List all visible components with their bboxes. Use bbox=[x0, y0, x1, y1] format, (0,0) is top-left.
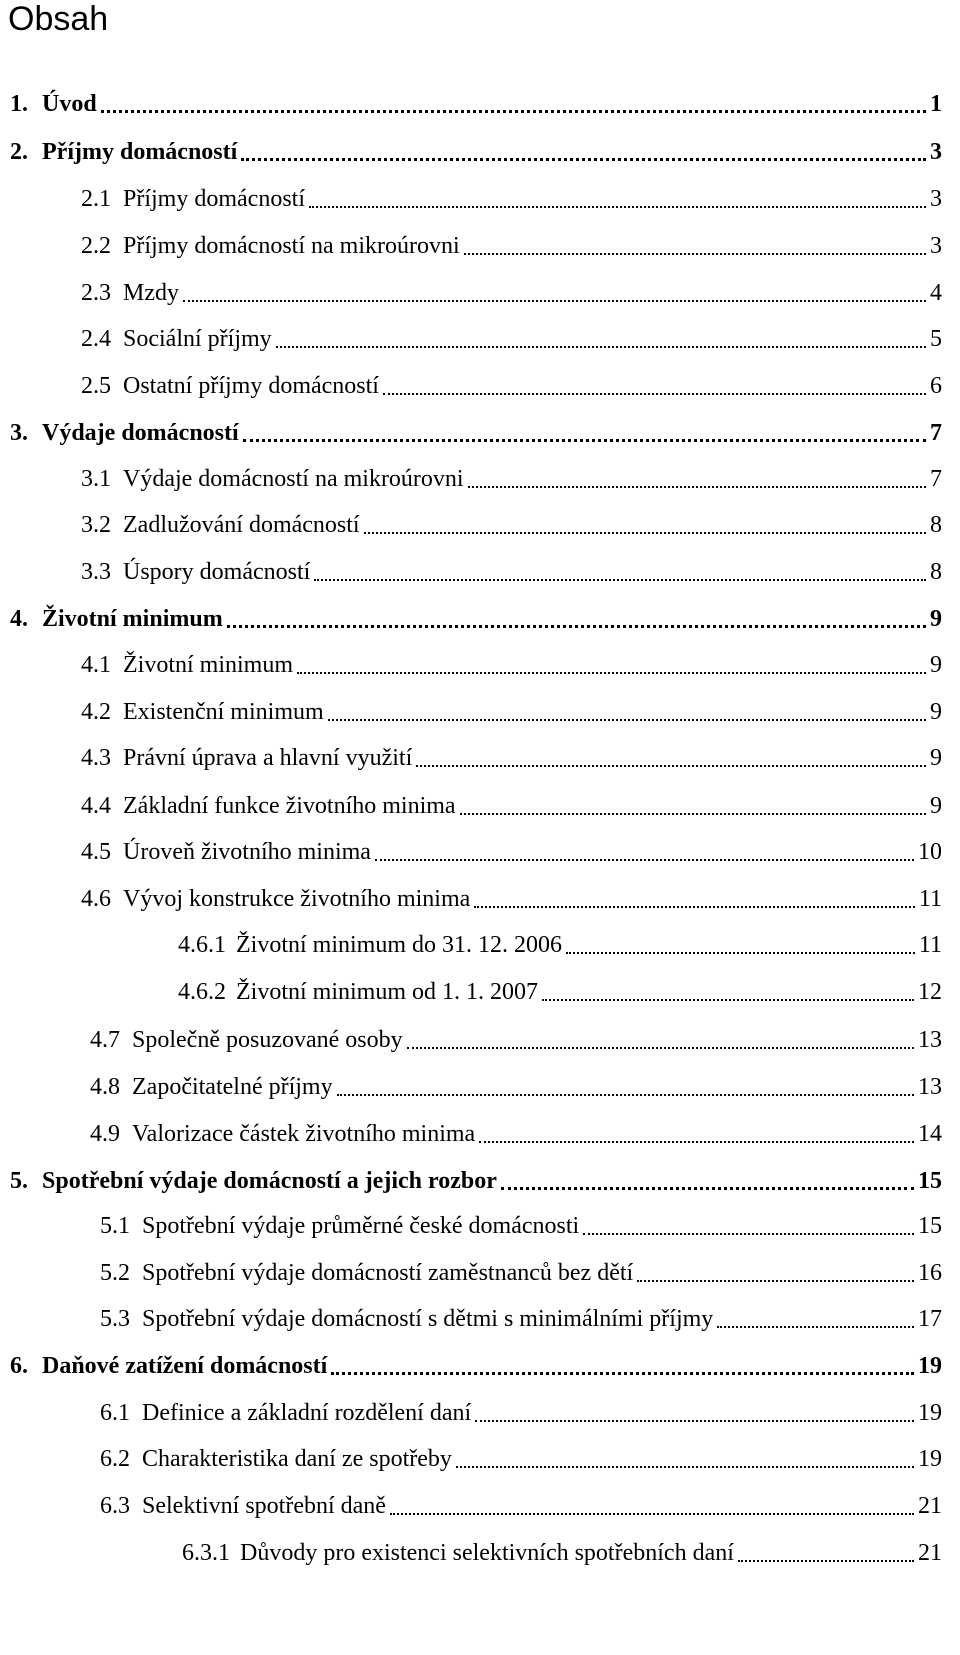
toc-entry-title: Započitatelné příjmy bbox=[132, 1074, 333, 1100]
toc-entry-title: Sociální příjmy bbox=[123, 326, 272, 352]
dot-leader bbox=[717, 1326, 914, 1328]
toc-entry-number: 4.9 bbox=[90, 1121, 120, 1147]
toc-entry[interactable] bbox=[81, 230, 942, 260]
dot-leader bbox=[241, 158, 926, 161]
toc-entry[interactable] bbox=[90, 1071, 942, 1101]
dot-leader bbox=[337, 1094, 914, 1096]
toc-entry-number: 2. bbox=[10, 139, 28, 165]
toc-entry[interactable] bbox=[10, 136, 942, 166]
toc-entry-page-number: 10 bbox=[918, 839, 942, 865]
toc-entry-page-number: 15 bbox=[918, 1168, 942, 1194]
toc-entry-title: Výdaje domácností na mikroúrovni bbox=[123, 466, 464, 492]
toc-entry-title: Spotřební výdaje domácností s dětmi s minimálními příjmy bbox=[142, 1306, 714, 1332]
toc-entry-number: 2.3 bbox=[81, 280, 111, 306]
toc-entry-title: Valorizace částek životního minima bbox=[132, 1121, 476, 1147]
toc-entry-title: Existenční minimum bbox=[123, 699, 324, 725]
toc-entry-number: 4.6 bbox=[81, 886, 111, 912]
toc-entry-title: Důvody pro existenci selektivních spotřebních daní bbox=[240, 1540, 734, 1566]
dot-leader bbox=[243, 439, 926, 442]
toc-entry-page-number: 21 bbox=[918, 1493, 942, 1519]
toc-entry-title: Úroveň životního minima bbox=[123, 839, 371, 865]
toc-entry-page-number: 9 bbox=[930, 793, 942, 819]
toc-entry-number: 4.4 bbox=[81, 793, 111, 819]
toc-entry[interactable] bbox=[10, 1165, 942, 1195]
dot-leader bbox=[227, 625, 926, 628]
toc-entry[interactable] bbox=[90, 1024, 942, 1054]
toc-entry[interactable] bbox=[81, 323, 942, 353]
toc-entry-number: 6.2 bbox=[100, 1446, 130, 1472]
toc-entry-title: Životní minimum od 1. 1. 2007 bbox=[236, 979, 539, 1005]
toc-entry-number: 3.3 bbox=[81, 559, 111, 585]
toc-entry-title: Příjmy domácností bbox=[123, 186, 305, 212]
dot-leader bbox=[460, 813, 926, 815]
toc-entry-title: Výdaje domácností bbox=[42, 420, 239, 446]
toc-entry-page-number: 9 bbox=[930, 606, 942, 632]
toc-entry-number: 3. bbox=[10, 420, 28, 446]
toc-entry-title: Životní minimum do 31. 12. 2006 bbox=[236, 932, 563, 958]
toc-entry-number: 5.3 bbox=[100, 1306, 130, 1332]
toc-entry-page-number: 13 bbox=[918, 1027, 942, 1053]
toc-entry-title: Mzdy bbox=[123, 280, 179, 306]
toc-entry-number: 2.1 bbox=[81, 186, 111, 212]
toc-entry-page-number: 1 bbox=[930, 91, 942, 117]
toc-entry-number: 4.8 bbox=[90, 1074, 120, 1100]
toc-entry-number: 4.1 bbox=[81, 652, 111, 678]
toc-entry-title: Společně posuzované osoby bbox=[132, 1027, 403, 1053]
toc-entry-page-number: 14 bbox=[918, 1121, 942, 1147]
toc-entry-page-number: 9 bbox=[930, 652, 942, 678]
toc-entry[interactable] bbox=[81, 883, 942, 913]
toc-entry[interactable] bbox=[10, 1350, 942, 1380]
toc-entry[interactable] bbox=[81, 790, 942, 820]
toc-entry-number: 5.1 bbox=[100, 1213, 130, 1239]
toc-entry[interactable] bbox=[10, 603, 942, 633]
dot-leader bbox=[468, 486, 926, 488]
toc-entry[interactable] bbox=[81, 509, 942, 539]
toc-entry[interactable] bbox=[81, 742, 942, 772]
dot-leader bbox=[416, 765, 926, 767]
toc-entry-number: 5. bbox=[10, 1168, 28, 1194]
toc-entry-title: Ostatní příjmy domácností bbox=[123, 373, 379, 399]
toc-entry-page-number: 9 bbox=[930, 699, 942, 725]
toc-entry[interactable] bbox=[178, 929, 942, 959]
toc-entry-number: 6.3.1 bbox=[182, 1540, 230, 1566]
dot-leader bbox=[479, 1141, 914, 1143]
toc-entry-page-number: 8 bbox=[930, 559, 942, 585]
toc-entry-title: Příjmy domácností na mikroúrovni bbox=[123, 233, 460, 259]
toc-entry-title: Úvod bbox=[42, 91, 97, 117]
toc-entry-number: 2.2 bbox=[81, 233, 111, 259]
dot-leader bbox=[297, 672, 926, 674]
dot-leader bbox=[583, 1233, 914, 1235]
toc-entry-number: 4.6.2 bbox=[178, 979, 226, 1005]
dot-leader bbox=[464, 253, 926, 255]
toc-entry-page-number: 6 bbox=[930, 373, 942, 399]
toc-entry-title: Vývoj konstrukce životního minima bbox=[123, 886, 471, 912]
toc-entry[interactable] bbox=[81, 370, 942, 400]
toc-entry-number: 6. bbox=[10, 1353, 28, 1379]
toc-entry-page-number: 11 bbox=[918, 932, 942, 958]
toc-entry-number: 6.1 bbox=[100, 1400, 130, 1426]
toc-entry-page-number: 19 bbox=[918, 1400, 942, 1426]
toc-entry-page-number: 3 bbox=[930, 186, 942, 212]
toc-entry-page-number: 13 bbox=[918, 1074, 942, 1100]
toc-entry-title: Příjmy domácností bbox=[42, 139, 238, 165]
dot-leader bbox=[474, 906, 915, 908]
toc-entry[interactable] bbox=[90, 1118, 942, 1148]
toc-entry-title: Základní funkce životního minima bbox=[123, 793, 456, 819]
dot-leader bbox=[314, 579, 926, 581]
dot-leader bbox=[331, 1372, 914, 1375]
toc-entry[interactable] bbox=[81, 836, 942, 866]
toc-entry-number: 4.7 bbox=[90, 1027, 120, 1053]
dot-leader bbox=[456, 1466, 914, 1468]
dot-leader bbox=[328, 719, 926, 721]
toc-entry-page-number: 3 bbox=[930, 233, 942, 259]
toc-entry[interactable] bbox=[100, 1210, 942, 1240]
toc-entry-title: Spotřební výdaje domácností a jejich rozbor bbox=[42, 1168, 497, 1194]
toc-entry-page-number: 8 bbox=[930, 512, 942, 538]
toc-entry-number: 5.2 bbox=[100, 1260, 130, 1286]
dot-leader bbox=[475, 1420, 914, 1422]
dot-leader bbox=[738, 1560, 914, 1562]
toc-entry-page-number: 7 bbox=[930, 420, 942, 446]
toc-entry-page-number: 21 bbox=[918, 1540, 942, 1566]
toc-entry-title: Spotřební výdaje domácností zaměstnanců bez dětí bbox=[142, 1260, 634, 1286]
toc-entry-page-number: 19 bbox=[918, 1446, 942, 1472]
dot-leader bbox=[637, 1280, 914, 1282]
toc-entry-page-number: 12 bbox=[918, 979, 942, 1005]
dot-leader bbox=[309, 206, 926, 208]
toc-entry-number: 6.3 bbox=[100, 1493, 130, 1519]
toc-entry-page-number: 5 bbox=[930, 326, 942, 352]
toc-entry-number: 2.5 bbox=[81, 373, 111, 399]
toc-entry[interactable] bbox=[100, 1257, 942, 1287]
toc-entry-title: Zadlužování domácností bbox=[123, 512, 360, 538]
toc-entry[interactable] bbox=[81, 696, 942, 726]
toc-entry-page-number: 15 bbox=[918, 1213, 942, 1239]
toc-entry[interactable] bbox=[100, 1303, 942, 1333]
toc-entry-number: 4.5 bbox=[81, 839, 111, 865]
toc-entry[interactable] bbox=[100, 1443, 942, 1473]
toc-entry-number: 4.3 bbox=[81, 745, 111, 771]
dot-leader bbox=[501, 1187, 914, 1190]
toc-entry[interactable] bbox=[100, 1490, 942, 1520]
toc-entry-title: Charakteristika daní ze spotřeby bbox=[142, 1446, 452, 1472]
toc-entry-title: Spotřební výdaje průměrné české domácnosti bbox=[142, 1213, 580, 1239]
dot-leader bbox=[364, 532, 926, 534]
toc-entry[interactable] bbox=[81, 183, 942, 213]
toc-entry-number: 3.1 bbox=[81, 466, 111, 492]
toc-entry[interactable] bbox=[10, 417, 942, 447]
toc-entry[interactable] bbox=[182, 1537, 942, 1567]
dot-leader bbox=[407, 1047, 914, 1049]
dot-leader bbox=[390, 1513, 914, 1515]
toc-entry-page-number: 7 bbox=[930, 466, 942, 492]
toc-entry[interactable] bbox=[178, 976, 942, 1006]
toc-entry-page-number: 17 bbox=[918, 1306, 942, 1332]
dot-leader bbox=[375, 859, 914, 861]
toc-entry-title: Životní minimum bbox=[123, 652, 294, 678]
toc-entry-page-number: 3 bbox=[930, 139, 942, 165]
toc-entry-page-number: 11 bbox=[918, 886, 942, 912]
toc-entry[interactable] bbox=[81, 463, 942, 493]
toc-entry[interactable] bbox=[81, 277, 942, 307]
toc-entry-page-number: 4 bbox=[930, 280, 942, 306]
dot-leader bbox=[383, 393, 926, 395]
toc-entry[interactable] bbox=[10, 88, 942, 118]
toc-entry-number: 4.2 bbox=[81, 699, 111, 725]
toc-entry-title: Daňové zatížení domácností bbox=[42, 1353, 328, 1379]
toc-entry-number: 1. bbox=[10, 91, 28, 117]
toc-entry[interactable] bbox=[81, 556, 942, 586]
dot-leader bbox=[101, 110, 926, 113]
toc-entry-number: 3.2 bbox=[81, 512, 111, 538]
dot-leader bbox=[276, 346, 926, 348]
toc-entry-title: Úspory domácností bbox=[123, 559, 311, 585]
toc-entry[interactable] bbox=[81, 649, 942, 679]
dot-leader bbox=[183, 300, 926, 302]
toc-entry-page-number: 19 bbox=[918, 1353, 942, 1379]
dot-leader bbox=[542, 999, 914, 1001]
toc-entry-number: 4. bbox=[10, 606, 28, 632]
toc-entry[interactable] bbox=[100, 1397, 942, 1427]
toc-entry-page-number: 16 bbox=[918, 1260, 942, 1286]
toc-entry-title: Právní úprava a hlavní využití bbox=[123, 745, 413, 771]
toc-entry-number: 2.4 bbox=[81, 326, 111, 352]
page-title: Obsah bbox=[8, 0, 109, 38]
toc-entry-title: Selektivní spotřební daně bbox=[142, 1493, 386, 1519]
dot-leader bbox=[566, 952, 915, 954]
toc-entry-title: Životní minimum bbox=[42, 606, 223, 632]
toc-entry-page-number: 9 bbox=[930, 745, 942, 771]
toc-entry-title: Definice a základní rozdělení daní bbox=[142, 1400, 472, 1426]
toc-entry-number: 4.6.1 bbox=[178, 932, 226, 958]
